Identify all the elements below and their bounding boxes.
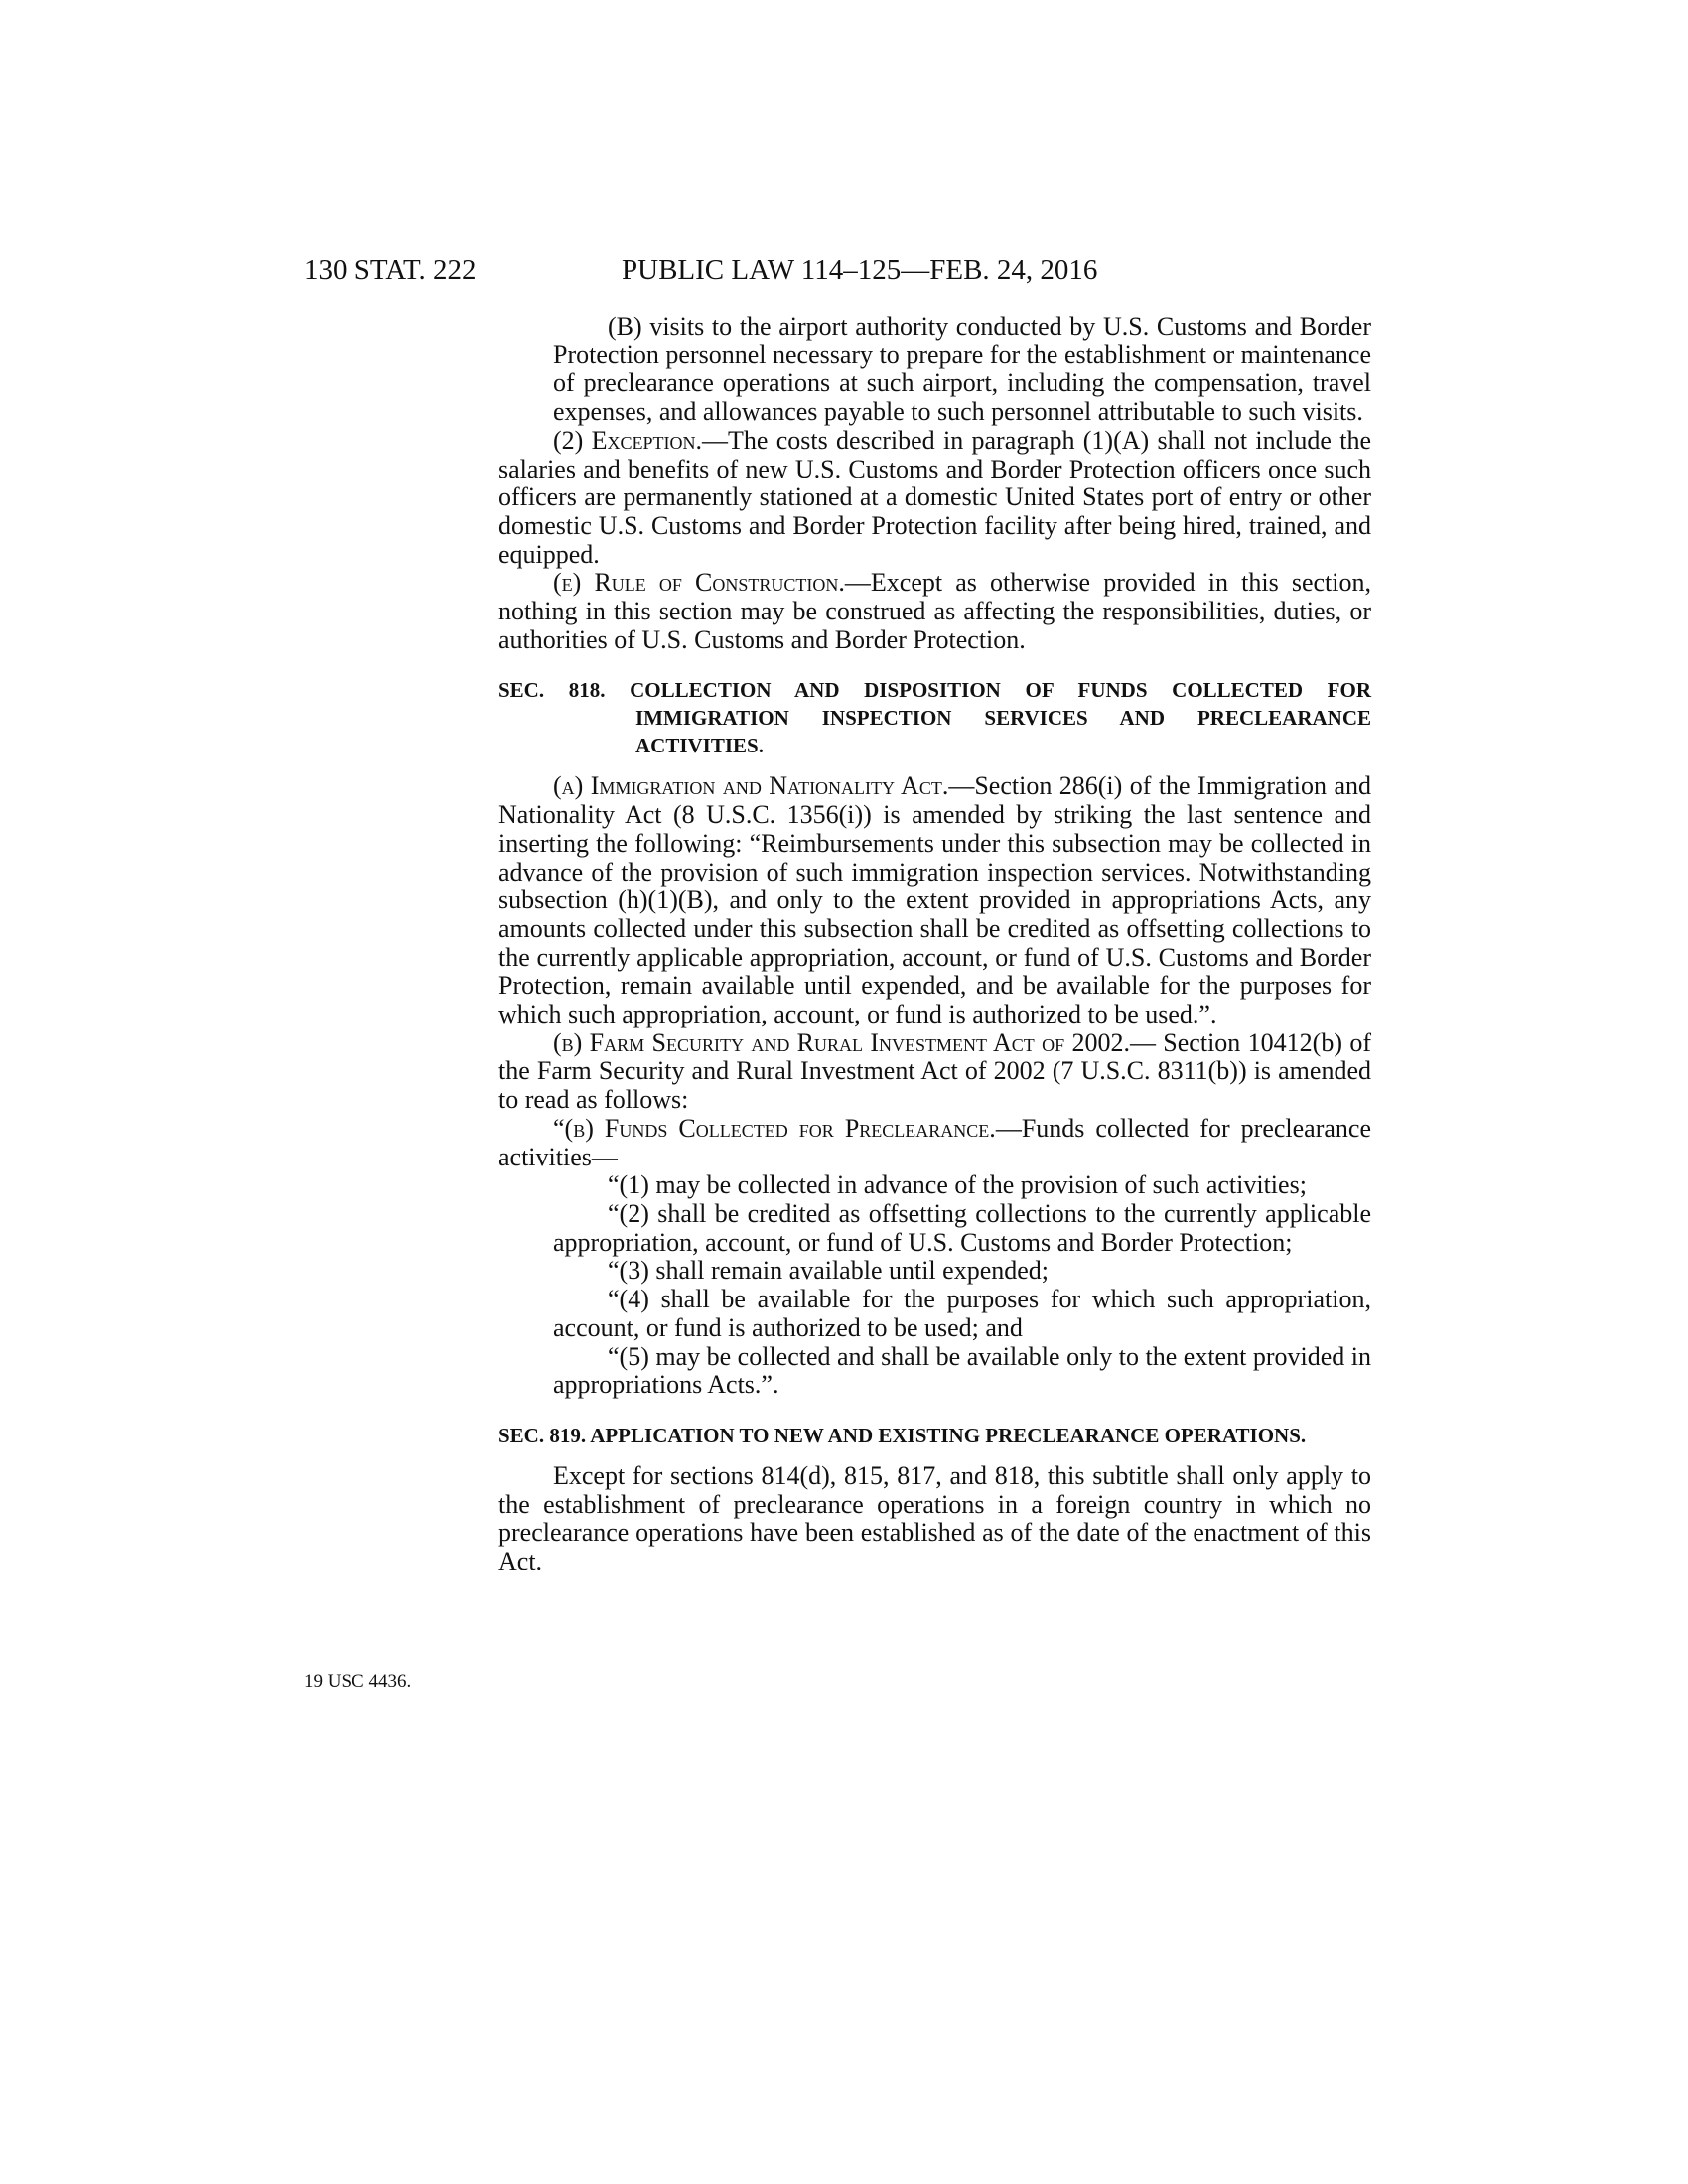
paragraph-2-exception	[498, 427, 1371, 570]
list-item-2: “(2) shall be credited as offsetting collections to the currently applicable appropriation, account, or fund of U.S. Customs and Border Protection;	[553, 1198, 1371, 1257]
paragraph-2-text: —The costs described in paragraph (1)(A) shall not include the salaries and benefits of new U.S. Customs and Border Protection officers once such officers are permanently stationed at a domestic United States port of entry or other domestic U.S. Customs and Border Protection facility after being hired, trained, and equipped.	[498, 425, 1372, 569]
paragraph-e-text: —Except as otherwise provided in this section, nothing in this section may be construed as affecting the responsibilities, duties, or authorities of U.S. Customs and Border Protection.	[498, 568, 1371, 654]
list-item-3: “(3) shall remain available until expended;	[608, 1256, 1049, 1286]
paragraph-e-rule	[498, 569, 1371, 654]
section-818-b-text: — Section 10412(b) of the Farm Security and Rural Investment Act of 2002 (7 U.S.C. 8311(b)) is amended to read as follows:	[498, 1027, 1371, 1115]
section-819-text: Except for sections 814(d), 815, 817, and 818, this subtitle shall only apply to the establishment of preclearance operations in a foreign country in which no preclearance operations have been established as of the date of the enactment of this Act.	[498, 1460, 1371, 1576]
page-header	[0, 250, 1688, 290]
section-818-a-text: —Section 286(i) of the Immigration and Nationality Act (8 U.S.C. 1356(i)) is amended by striking the last sentence and inserting the following: “Reimbursements under this subsection may be collected in advance of the provision of such immigration inspection services. Notwithstanding subsection (h)(1)(B), and only to the extent provided in appropriations Acts, any amounts collected under this subsection shall be credited as offsetting collections to the currently applicable appropriation, account, or fund of U.S. Customs and Border Protection, remain available until expended, and be available for the purposes for which such appropriation, account, or fund is authorized to be used.”.	[498, 771, 1371, 1029]
paragraph-b-visits: (B) visits to the airport authority conducted by U.S. Customs and Border Protection personnel necessary to prepare for the establishment or maintenance of preclearance operations at such airport, including the compensation, travel expenses, and allowances payable to such personnel attributable to such visits.	[553, 312, 1371, 427]
paragraph-2-label: (2) Exception.	[553, 425, 703, 455]
section-818-b-quote	[498, 1115, 1371, 1171]
paragraph-e-label: (e) Rule of Construction.	[553, 568, 845, 598]
section-818-b	[498, 1029, 1371, 1115]
marginal-note-usc: 19 USC 4436.	[304, 1671, 412, 1692]
section-818-b-quote-text: —Funds collected for preclearance activities—	[498, 1113, 1371, 1171]
section-818-b-quote-label: “(b) Funds Collected for Preclearance.	[553, 1113, 996, 1143]
section-819-heading: SEC. 819. APPLICATION TO NEW AND EXISTING PRECLEARANCE OPERATIONS.	[498, 1423, 1307, 1447]
section-818-a-label: (a) Immigration and Nationality Act.	[553, 771, 949, 801]
list-item-5: “(5) may be collected and shall be available only to the extent provided in appropriations Acts.”.	[553, 1341, 1371, 1400]
list-item-1: “(1) may be collected in advance of the provision of such activities;	[608, 1170, 1307, 1200]
list-item-4: “(4) shall be available for the purposes for which such appropriation, account, or fund is authorized to be used; and	[553, 1285, 1371, 1342]
body-text	[498, 313, 1371, 1576]
section-818-heading: SEC. 818. COLLECTION AND DISPOSITION OF FUNDS COLLECTED FOR IMMIGRATION INSPECTION SERVICES AND PRECLEARANCE ACTIVITIES.	[498, 678, 1371, 758]
section-818-b-label: (b) Farm Security and Rural Investment Act of 2002.	[553, 1027, 1130, 1057]
statute-citation: 130 STAT. 222	[304, 254, 477, 286]
running-head: PUBLIC LAW 114–125—FEB. 24, 2016	[622, 254, 1098, 286]
section-818-a	[498, 772, 1371, 1028]
